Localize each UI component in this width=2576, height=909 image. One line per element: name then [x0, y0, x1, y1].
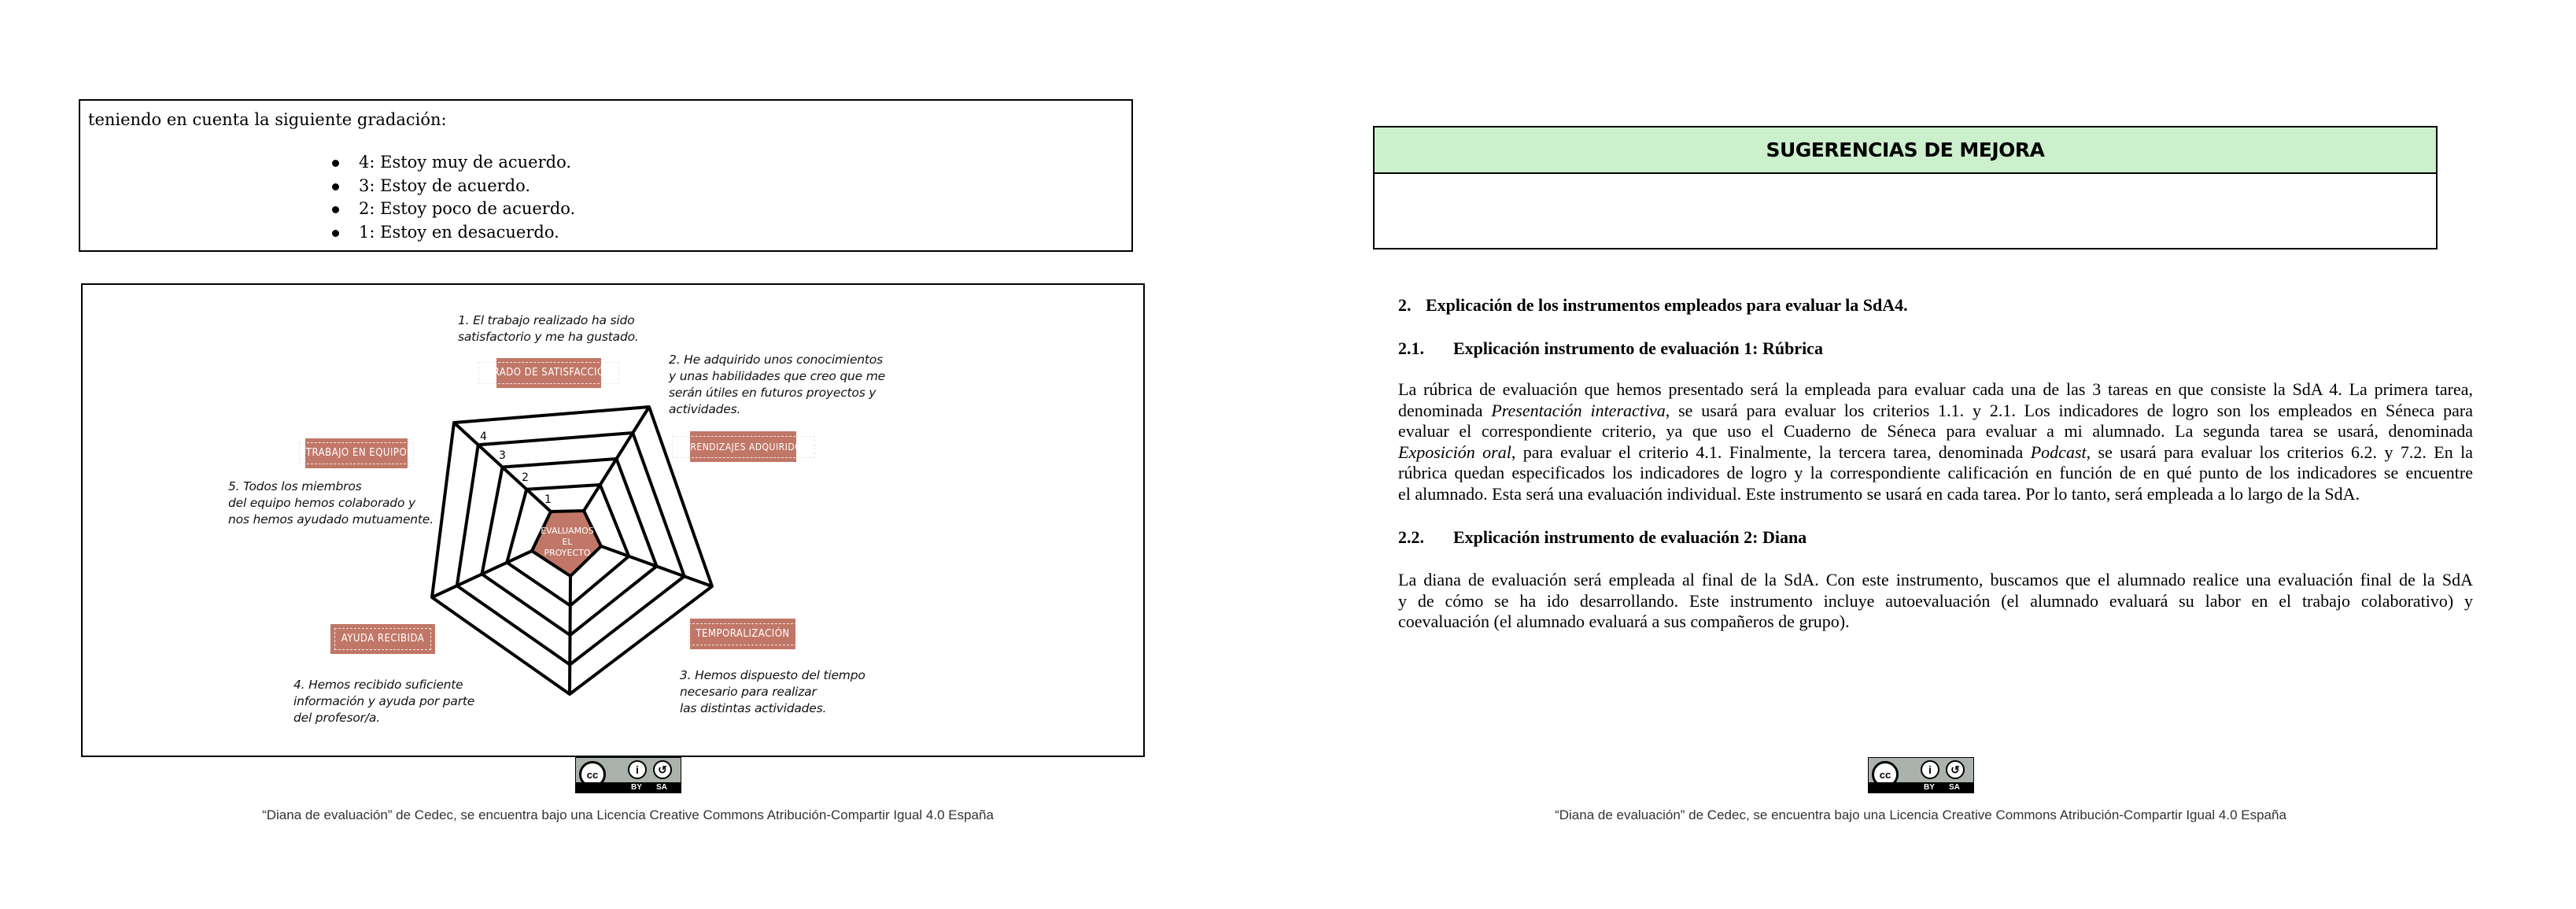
- section-2-1-heading: [1398, 338, 1823, 359]
- gradation-item-text: 4: Estoy muy de acuerdo.: [359, 153, 572, 172]
- gradation-item: [332, 198, 575, 221]
- cc-icon: cc: [1872, 761, 1899, 788]
- gradation-item-text: 3: Estoy de acuerdo.: [359, 176, 531, 195]
- center-label-line: EL: [562, 537, 573, 547]
- badge-grado-satisfaccion: [485, 358, 612, 388]
- statement-2: [669, 352, 885, 418]
- statement-line: 1. El trabajo realizado ha sido: [458, 313, 635, 327]
- section-number: 2.: [1398, 295, 1412, 315]
- statement-line: serán útiles en futuros proyectos y: [669, 386, 877, 400]
- sa-share-alike-icon: ↺: [1946, 760, 1965, 779]
- section-number: 2.1.: [1398, 338, 1424, 358]
- statement-line: satisfactorio y me ha gustado.: [458, 330, 639, 344]
- statement-line: del profesor/a.: [293, 711, 380, 725]
- badge-label: TRABAJO EN EQUIPO: [299, 442, 414, 464]
- paragraph-line: el alumnado. Esta será una evaluación individual. Este instrumento se usará en cada tarea. Por lo tanto, será empleada a lo largo de la SdA.: [1398, 483, 2360, 504]
- statement-4: [293, 677, 474, 726]
- section-title: Explicación instrumento de evaluación 1: Rúbrica: [1453, 338, 1823, 358]
- statement-5: [228, 479, 434, 528]
- section-2-1-paragraph: [1398, 379, 2473, 505]
- sugerencias-header: SUGERENCIAS DE MEJORA: [1375, 127, 2436, 174]
- paragraph-line: coevaluación (el alumnado evaluará a sus compañeros de grupo).: [1398, 612, 1850, 632]
- license-credit: “Diana de evaluación” de Cedec, se encuentra bajo una Licencia Creative Commons Atribución-Compartir Igual 4.0 España: [1555, 807, 2286, 822]
- badge-label: AYUDA RECIBIDA: [334, 628, 432, 650]
- diana-spoke: [454, 423, 551, 512]
- center-label-line: EVALUAMOS: [541, 526, 594, 536]
- sugerencias-content[interactable]: [1375, 174, 2436, 248]
- bullet-icon: [332, 160, 339, 167]
- statement-line: 2. He adquirido unos conocimientos: [669, 353, 883, 367]
- paragraph-line: Exposición oral, para evaluar el criterio 4.1. Finalmente, la tercera tarea, denominada Podcast, se usará para evaluar los criterios 6.2. y 7.2. En la: [1398, 442, 2473, 462]
- by-person-icon: i: [628, 760, 647, 779]
- paragraph-line: La rúbrica de evaluación que hemos presentado será la empleada para evaluar cada una de las 3 tareas en que consiste la SdA 4. La primera tarea,: [1398, 379, 2473, 399]
- badge-label: TEMPORALIZACIÓN: [688, 623, 796, 645]
- license-credit: “Diana de evaluación” de Cedec, se encuentra bajo una Licencia Creative Commons Atribución-Compartir Igual 4.0 España: [262, 807, 994, 822]
- badge-label: APRENDIZAJES ADQUIRIDOS: [672, 436, 815, 458]
- sa-label: SA: [656, 783, 667, 792]
- section-title: Explicación de los instrumentos empleados para evaluar la SdA4.: [1426, 295, 1908, 315]
- statement-1: [458, 312, 639, 345]
- by-label: BY: [631, 783, 642, 792]
- gradation-item: [332, 151, 575, 175]
- scale-label-2: 2: [522, 471, 529, 484]
- presentacion-interactiva-italic: Presentación interactiva: [1491, 400, 1666, 420]
- statement-line: las distintas actividades.: [680, 701, 827, 715]
- sa-label: SA: [1949, 783, 1960, 792]
- paragraph-line: evaluar el correspondiente criterio, ya que uso el Cuaderno de Séneca para evaluar a mi alumnado. La segunda tarea se usará, denominada: [1398, 421, 2473, 442]
- section-2-2-heading: [1398, 527, 1807, 548]
- scale-label-3: 3: [499, 449, 506, 462]
- paragraph-line: rúbrica quedan especificados los indicadores de logro y la correspondiente calificación en función de en qué punto de los indicadores se encuentre: [1398, 463, 2473, 483]
- statement-line: información y ayuda por parte: [293, 694, 475, 708]
- section-number: 2.2.: [1398, 527, 1424, 547]
- gradation-list: [332, 151, 575, 244]
- bullet-icon: [332, 183, 339, 190]
- statement-line: 5. Todos los miembros: [228, 479, 362, 493]
- gradation-box: [79, 99, 1133, 252]
- podcast-italic: Podcast: [2030, 442, 2087, 462]
- scale-label-1: 1: [544, 493, 552, 506]
- sa-share-alike-icon: ↺: [653, 760, 672, 779]
- badge-ayuda-recibida: [330, 624, 435, 654]
- paragraph-line: La diana de evaluación será empleada al final de la SdA. Con este instrumento, buscamos que el alumnado realice una evaluación final de la SdA: [1398, 570, 2473, 589]
- statement-line: actividades.: [669, 402, 741, 416]
- paragraph-line: denominada Presentación interactiva, se usará para evaluar los criterios 1.1. y 2.1. Los indicadores de logro son los empleados en Séneca para: [1398, 400, 2473, 420]
- section-2-2-paragraph: [1398, 570, 2473, 633]
- center-label-line: PROYECTO: [544, 548, 591, 558]
- statement-line: nos hemos ayudado mutuamente.: [228, 512, 434, 527]
- gradation-item: [332, 175, 575, 198]
- by-label: BY: [1924, 783, 1935, 792]
- bullet-icon: [332, 206, 339, 213]
- bullet-icon: [332, 230, 339, 237]
- cc-icon: cc: [579, 761, 606, 788]
- sugerencias-table: [1373, 126, 2438, 249]
- exposicion-oral-italic: Exposición oral: [1398, 442, 1511, 462]
- by-person-icon: i: [1921, 760, 1939, 779]
- scale-label-4: 4: [480, 430, 487, 443]
- diana-spoke: [584, 407, 649, 511]
- statement-line: del equipo hemos colaborado y: [228, 496, 415, 510]
- paragraph-line: y de cómo se ha ido desarrollando. Este instrumento incluye autoevaluación (el alumnado evaluará su labor en el trabajo colaborativo) y: [1398, 590, 2473, 611]
- statement-line: necesario para realizar: [680, 685, 817, 699]
- badge-trabajo-en-equipo: [305, 438, 408, 468]
- badge-temporalizacion: [690, 619, 795, 649]
- gradation-intro: teniendo en cuenta la siguiente gradación:: [88, 110, 447, 129]
- statement-3: [680, 667, 865, 717]
- section-title: Explicación instrumento de evaluación 2: Diana: [1453, 527, 1807, 547]
- cc-by-sa-badge[interactable]: [575, 757, 681, 793]
- section-2-heading: [1398, 295, 1908, 316]
- diana-spoke: [432, 551, 532, 597]
- statement-line: 4. Hemos recibido suficiente: [293, 678, 463, 692]
- badge-label: GRADO DE SATISFACCIÓN: [478, 362, 619, 384]
- gradation-item-text: 2: Estoy poco de acuerdo.: [359, 199, 576, 218]
- gradation-item: [332, 221, 575, 245]
- statement-line: y unas habilidades que creo que me: [669, 369, 885, 383]
- gradation-item-text: 1: Estoy en desacuerdo.: [359, 222, 559, 242]
- badge-aprendizajes-adquiridos: [678, 431, 808, 462]
- statement-line: 3. Hemos dispuesto del tiempo: [680, 668, 865, 682]
- cc-by-sa-badge[interactable]: [1868, 757, 1974, 793]
